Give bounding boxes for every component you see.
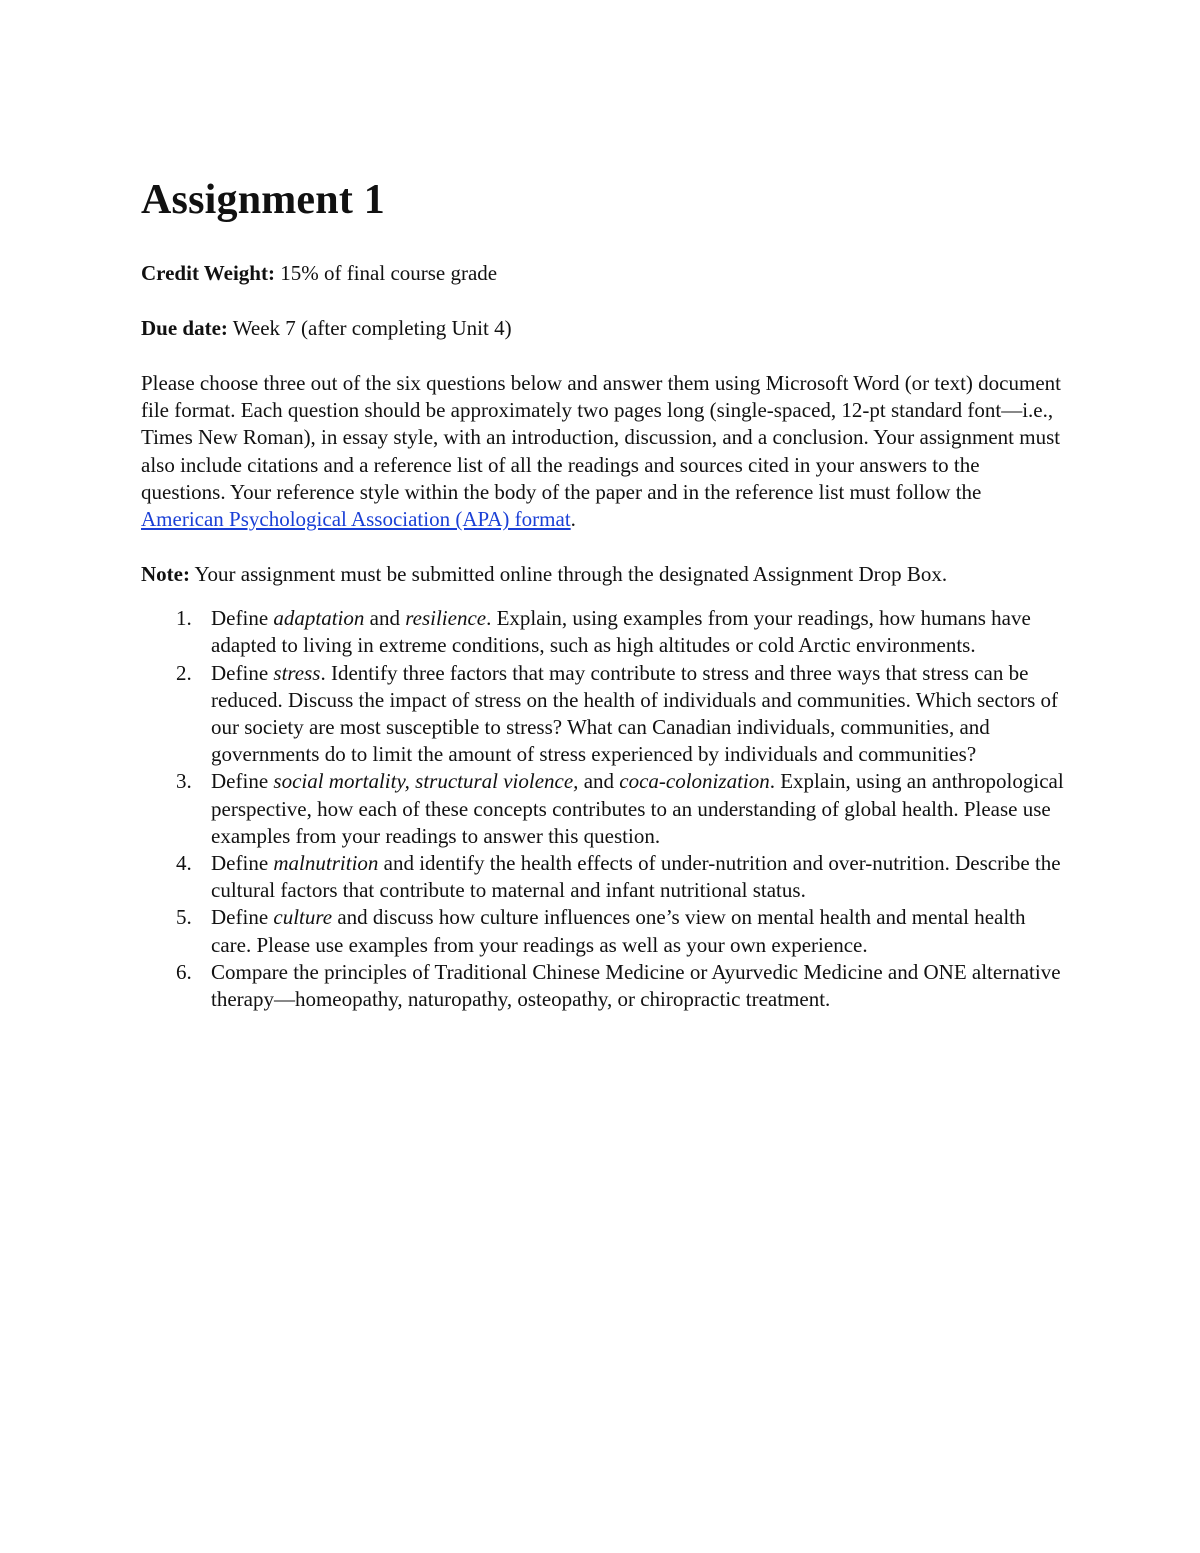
due-date-value: Week 7 (after completing Unit 4) — [227, 316, 512, 340]
credit-weight-value: 15% of final course grade — [274, 261, 498, 285]
question-term: resilience — [405, 606, 487, 631]
credit-weight-line — [141, 260, 1066, 287]
question-term: adaptation — [273, 606, 365, 631]
question-term: culture — [273, 905, 333, 930]
instructions-text: Please choose three out of the six questions below and answer them using Microsoft Word (or text) document file format. Each question should be approximately two pages long (single-spaced, 12-pt standard font—i.e., Times New Roman), in essay style, with an introduction, discussion, and a conclusion. Your assignment must also include citations and a reference list of all the readings and sources cited in your answers to the questions. Your reference style within the body of the paper and in the reference list must follow the — [141, 371, 1061, 504]
question-term: social mortality, structural violence, — [273, 769, 579, 794]
question-text: Define — [211, 905, 274, 930]
instructions-paragraph — [141, 370, 1066, 533]
credit-weight-label: Credit Weight: — [141, 261, 275, 285]
question-term: coca-colonization — [619, 769, 770, 794]
questions-list — [141, 605, 1066, 1013]
question-item — [141, 768, 1066, 850]
question-item — [141, 660, 1066, 769]
document-title: Assignment 1 — [141, 177, 385, 223]
question-number: 3. — [176, 769, 192, 794]
question-item — [141, 605, 1066, 659]
note-text: Your assignment must be submitted online through the designated Assignment Drop Box. — [189, 562, 948, 587]
question-term: malnutrition — [273, 851, 379, 876]
question-text: Define — [211, 851, 274, 876]
due-date-label: Due date: — [141, 316, 228, 340]
question-text: Define — [211, 606, 274, 631]
due-date-line — [141, 315, 1066, 342]
question-text: Compare the principles of Traditional Chinese Medicine or Ayurvedic Medicine and ONE alternative therapy—homeopathy, naturopathy, osteopathy, or chiropractic treatment. — [211, 959, 1061, 1012]
question-text: and identify the health effects of under-nutrition and over-nutrition. Describe the cultural factors that contribute to maternal and infant nutritional status. — [211, 851, 1061, 903]
apa-format-link[interactable]: American Psychological Association (APA) format — [141, 507, 571, 532]
question-number: 1. — [176, 606, 192, 631]
question-number: 5. — [176, 905, 192, 930]
question-number: 6. — [176, 959, 192, 984]
question-term: stress — [273, 660, 321, 685]
question-text: Define — [211, 660, 274, 685]
question-text: and discuss how culture influences one’s view on mental health and mental health care. Please use examples from your readings as well as your own experience. — [211, 905, 1026, 957]
question-text: and — [578, 769, 620, 794]
question-number: 4. — [176, 851, 192, 876]
instructions-text-end: . — [570, 507, 576, 532]
question-text: . Explain, using an anthropological perspective, how each of these concepts contributes to an understanding of global health. Please use examples from your readings to answer this question. — [211, 769, 1064, 848]
question-item — [141, 850, 1066, 904]
note-line — [141, 561, 1066, 588]
question-text: and — [364, 606, 406, 631]
question-item — [141, 904, 1066, 958]
document-page — [141, 170, 1066, 1013]
question-number: 2. — [176, 660, 192, 685]
question-text: . Identify three factors that may contribute to stress and three ways that stress can be reduced. Discuss the impact of stress on the health of individuals and communities. Which sectors of our society are most susceptible to stress? What can Canadian individuals, communities, and governments do to limit the amount of stress experienced by individuals and communities? — [211, 660, 1059, 767]
question-text: . Explain, using examples from your readings, how humans have adapted to living in extreme conditions, such as high altitudes or cold Arctic environments. — [211, 606, 1031, 658]
note-label: Note: — [141, 562, 190, 587]
question-item — [141, 959, 1066, 1013]
question-text: Define — [211, 769, 274, 794]
